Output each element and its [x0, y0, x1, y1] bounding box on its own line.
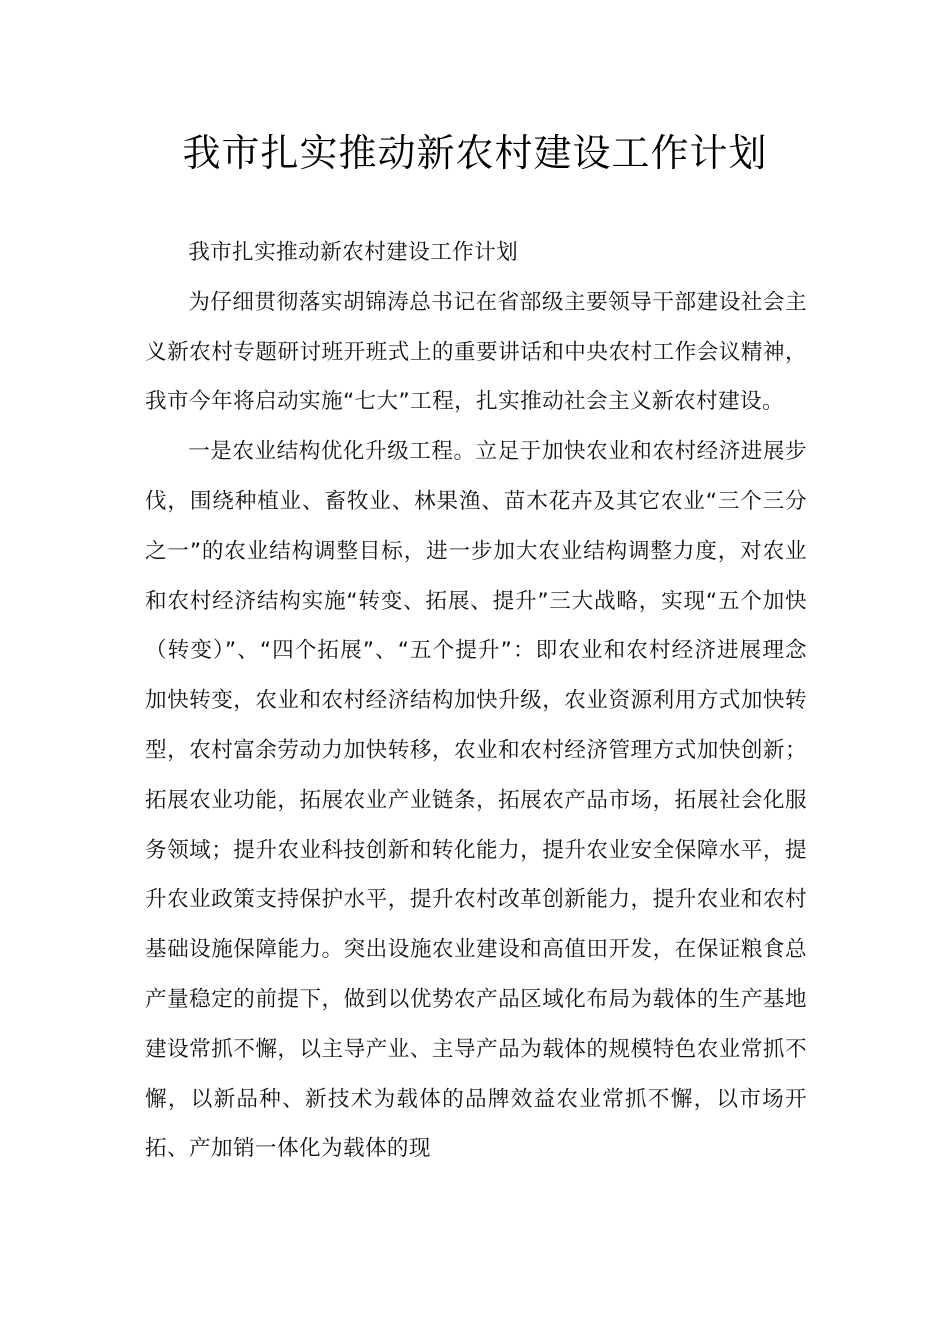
paragraph-intro: 为仔细贯彻落实胡锦涛总书记在省部级主要领导干部建设社会主义新农村专题研讨班开班式上的重要讲话和中央农村工作会议精神，我市今年将启动实施“七大”工程，扎实推动社会主义新农村建设。 — [145, 289, 807, 415]
document-body — [145, 228, 807, 1174]
document-title: 我市扎实推动新农村建设工作计划 — [182, 131, 768, 175]
paragraph-subtitle: 我市扎实推动新农村建设工作计划 — [188, 240, 519, 265]
paragraph-project-one: 一是农业结构优化升级工程。立足于加快农业和农村经济进展步伐，围绕种植业、畜牧业、林果渔、苗木花卉及其它农业“三个三分之一”的农业结构调整目标，进一步加大农业结构调整力度，对农业和农村经济结构实施“转变、拓展、提升”三大战略，实现“五个加快（转变）”、“四个拓展”、“五个提升”：即农业和农村经济进展理念加快转变，农业和农村经济结构加快升级，农业资源利用方式加快转型，农村富余劳动力加快转移，农业和农村经济管理方式加快创新；拓展农业功能，拓展农业产业链条，拓展农产品市场，拓展社会化服务领域；提升农业科技创新和转化能力，提升农业安全保障水平，提升农业政策支持保护水平，提升农村改革创新能力，提升农业和农村基础设施保障能力。突出设施农业建设和高值田开发，在保证粮食总产量稳定的前提下，做到以优势农产品区域化布局为载体的生产基地建设常抓不懈，以主导产业、主导产品为载体的规模特色农业常抓不懈，以新品种、新技术为载体的品牌效益农业常抓不懈，以市场开拓、产加销一体化为载体的现 — [145, 439, 807, 1162]
